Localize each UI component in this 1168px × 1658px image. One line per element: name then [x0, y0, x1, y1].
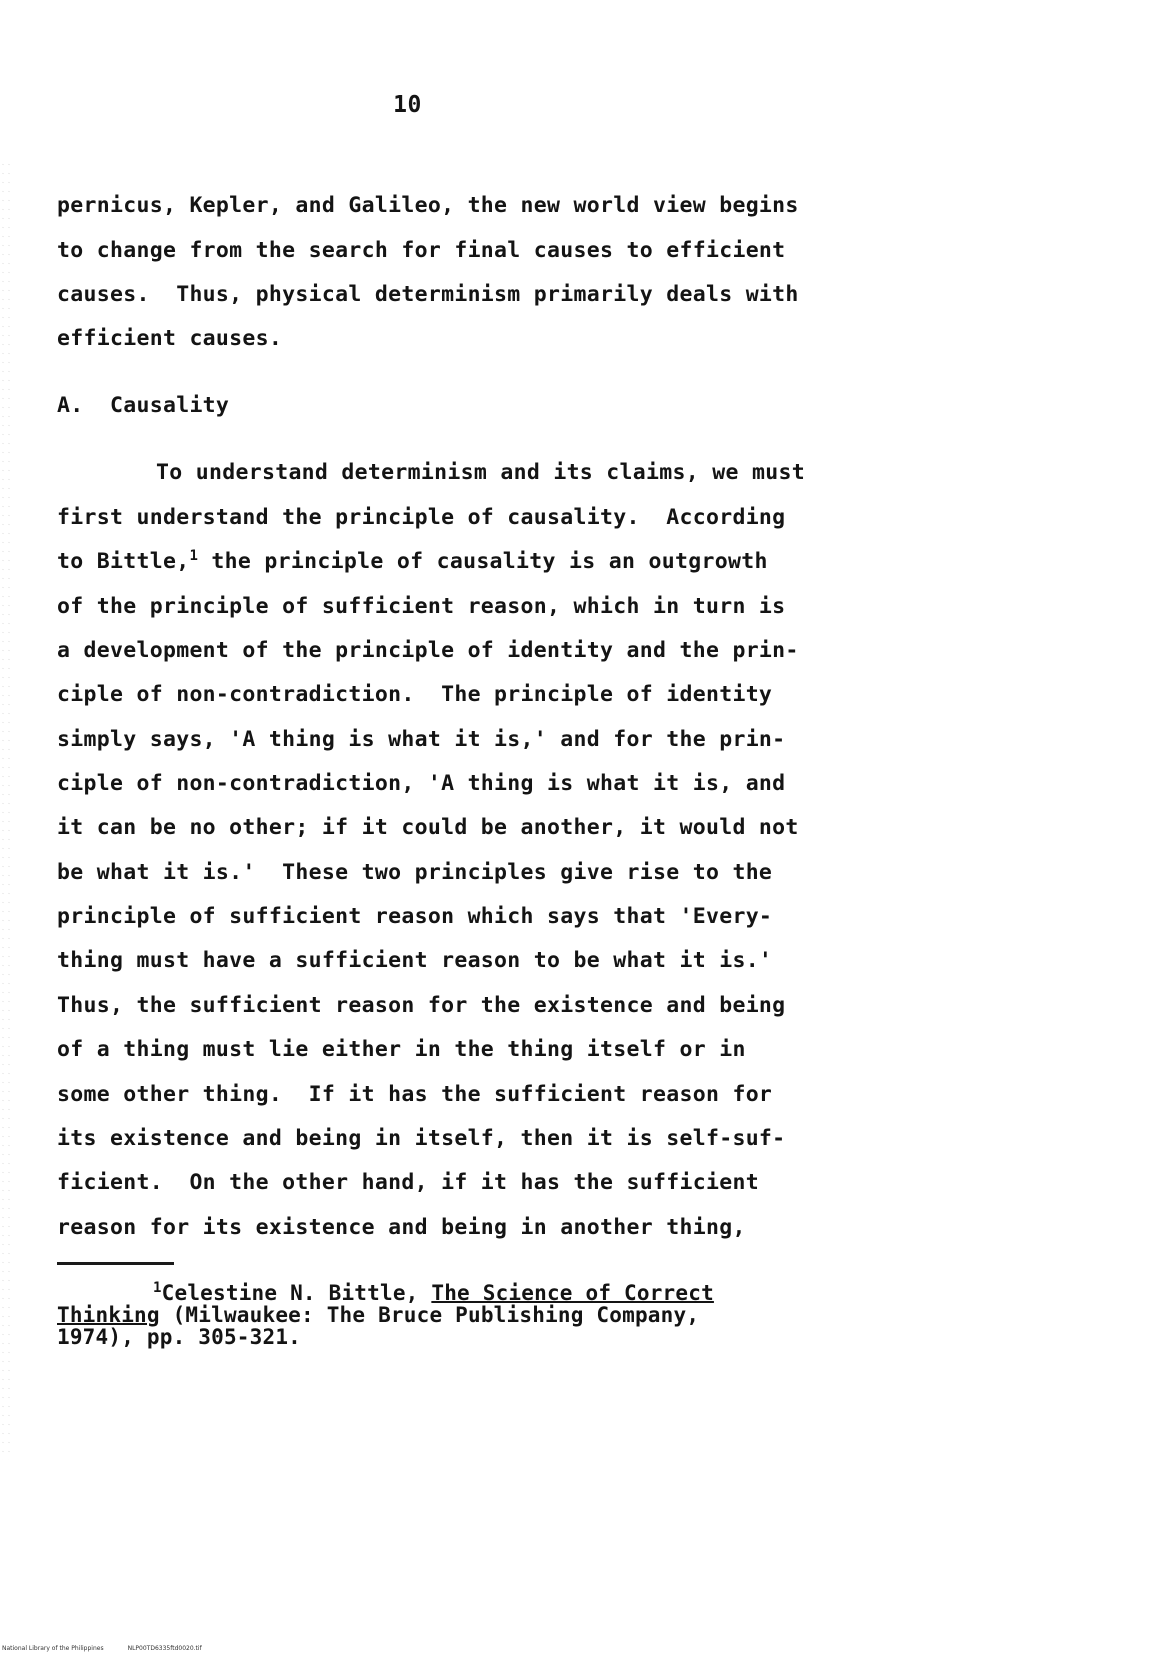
body-line: a development of the principle of identity and the prin- — [57, 638, 799, 663]
footnote-title: The Science of Correct — [431, 1281, 714, 1305]
body-line: some other thing. If it has the sufficient reason for — [57, 1082, 773, 1107]
scan-noise-left-edge — [0, 160, 10, 1460]
scan-library-label: National Library of the Philippines — [2, 1645, 104, 1652]
footnote-marker: 1 — [153, 1280, 162, 1296]
body-line: to change from the search for final causes to efficient — [57, 238, 786, 263]
section-heading: A. Causality — [57, 393, 230, 418]
body-line: thing must have a sufficient reason to be what it is.' — [57, 948, 773, 973]
body-line: first understand the principle of causality. According — [57, 505, 786, 530]
body-line: of the principle of sufficient reason, which in turn is — [57, 594, 786, 619]
body-line-indented: To understand determinism and its claims, we must — [156, 460, 805, 485]
body-line-text: to Bittle, — [57, 549, 190, 574]
body-line: principle of sufficient reason which says that 'Every- — [57, 904, 773, 929]
footnote-line — [57, 1304, 699, 1326]
footnote-author: Celestine N. Bittle, — [161, 1281, 432, 1305]
footnote-publisher: (Milwaukee: The Bruce Publishing Company, — [159, 1303, 700, 1327]
body-line: be what it is.' These two principles give rise to the — [57, 860, 773, 885]
body-line: it can be no other; if it could be another, it would not — [57, 815, 799, 840]
body-line: efficient causes. — [57, 326, 283, 351]
scan-footer — [2, 1645, 202, 1652]
page-number: 10 — [393, 92, 422, 118]
body-line: its existence and being in itself, then it is self-suf- — [57, 1126, 786, 1151]
body-line: ficient. On the other hand, if it has the sufficient — [57, 1170, 759, 1195]
body-line-text: the principle of causality is an outgrowth — [198, 549, 768, 574]
footnote-line — [153, 1282, 714, 1304]
footnote-line: 1974), pp. 305-321. — [57, 1325, 302, 1349]
footnote-reference: 1 — [189, 547, 199, 564]
footnote-separator — [57, 1262, 174, 1265]
body-line: simply says, 'A thing is what it is,' and for the prin- — [57, 727, 786, 752]
body-line: Thus, the sufficient reason for the existence and being — [57, 993, 786, 1018]
body-line: ciple of non-contradiction, 'A thing is what it is, and — [57, 771, 786, 796]
body-line: ciple of non-contradiction. The principle of identity — [57, 682, 773, 707]
body-line-with-footnote-ref — [57, 548, 768, 576]
body-line: reason for its existence and being in another thing, — [57, 1215, 746, 1240]
scan-file-id: NLP00TD6335ftd0020.tif — [127, 1645, 202, 1652]
footnote-title: Thinking — [57, 1303, 160, 1327]
body-line: pernicus, Kepler, and Galileo, the new world view begins — [57, 193, 799, 218]
body-line: causes. Thus, physical determinism primarily deals with — [57, 282, 799, 307]
body-line: of a thing must lie either in the thing itself or in — [57, 1037, 746, 1062]
